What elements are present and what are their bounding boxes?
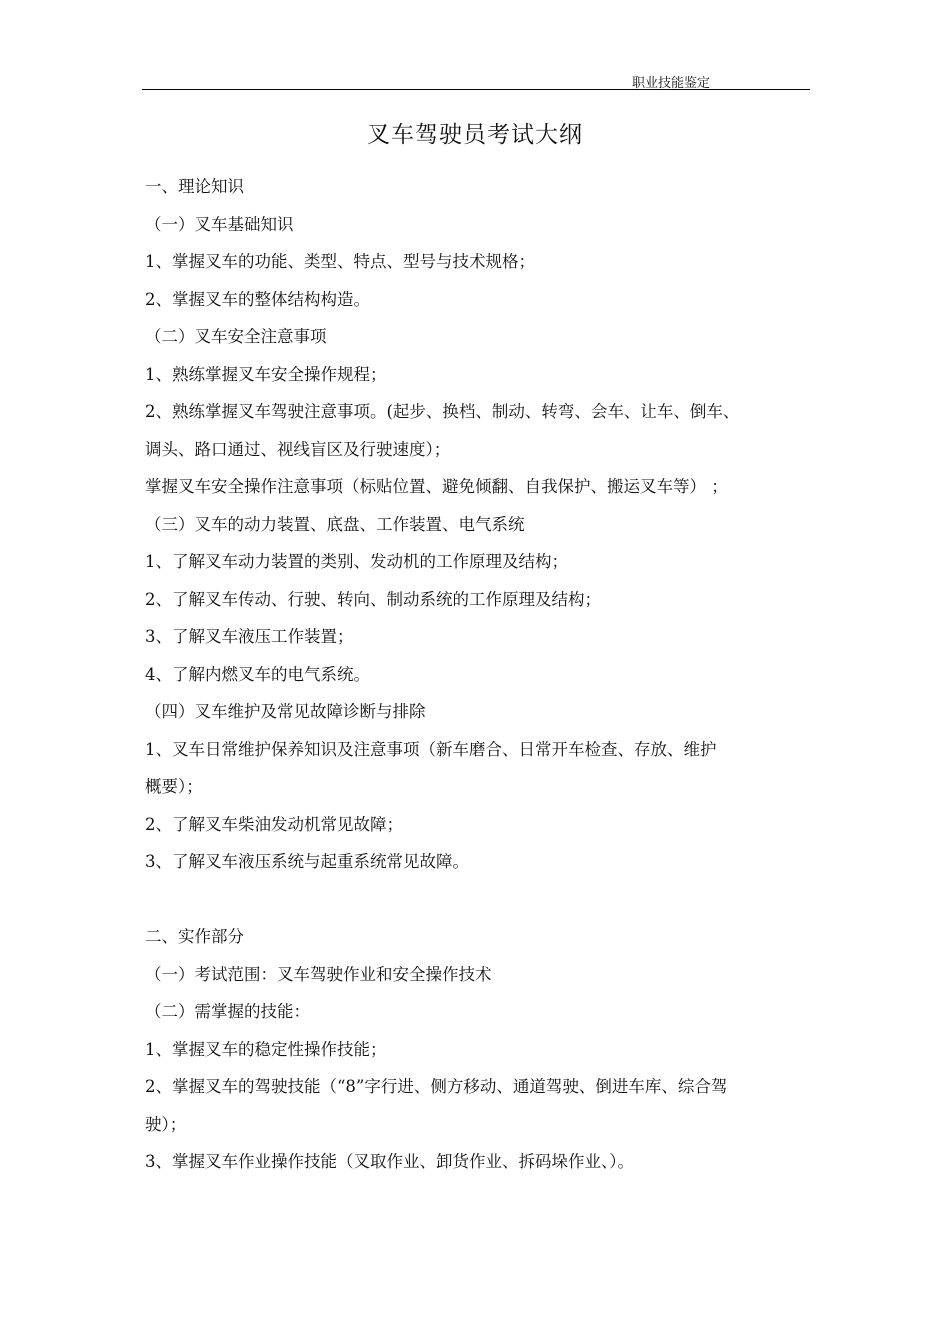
paragraph-line: 2、了解叉车传动、行驶、转向、制动系统的工作原理及结构；: [145, 589, 601, 609]
paragraph-line: 3、了解叉车液压工作装置；: [145, 627, 354, 646]
header-text: 职业技能鉴定: [632, 76, 711, 91]
subsection-heading: （四）叉车维护及常见故障诊断与排除: [145, 702, 426, 721]
paragraph-line: 概要）；: [145, 777, 203, 796]
paragraph-line: 1、熟练掌握叉车安全操作规程；: [145, 364, 387, 384]
paragraph-line: 驶）；: [145, 1114, 187, 1134]
subsection-heading: （三）叉车的动力装置、底盘、工作装置、电气系统: [145, 514, 525, 534]
paragraph-line: 3、了解叉车液压系统与起重系统常见故障。: [145, 852, 469, 871]
paragraph-line: 4、了解内燃叉车的电气系统。: [145, 664, 370, 684]
paragraph-line: 1、了解叉车动力装置的类别、发动机的工作原理及结构；: [145, 552, 568, 571]
paragraph-line: 掌握叉车安全操作注意事项（标贴位置、避免倾翻、自我保护、搬运叉车等） ；: [145, 477, 728, 496]
section-heading-practice: 二、实作部分: [145, 927, 244, 946]
paragraph-line: 调头、路口通过、视线盲区及行驶速度）；: [145, 439, 451, 459]
subsection-heading: （二）需掌握的技能：: [145, 1002, 310, 1021]
blank-line: [145, 881, 813, 919]
subsection-heading: （二）叉车安全注意事项: [145, 327, 327, 346]
paragraph-line: 1、掌握叉车的功能、类型、特点、型号与技术规格；: [145, 252, 535, 271]
paragraph-line: 3、掌握叉车作业操作技能（叉取作业、卸货作业、拆码垛作业、）。: [145, 1152, 634, 1171]
document-body: [145, 168, 813, 1181]
paragraph-line: 1、叉车日常维护保养知识及注意事项（新车磨合、日常开车检查、存放、维护: [145, 739, 717, 759]
document-title: 叉车驾驶员考试大纲: [367, 122, 583, 148]
subsection-heading: （一）叉车基础知识: [145, 214, 294, 234]
paragraph-line: 2、掌握叉车的整体结构构造。: [145, 289, 370, 309]
paragraph-line: 1、掌握叉车的稳定性操作技能；: [145, 1039, 387, 1059]
paragraph-line: 2、掌握叉车的驾驶技能（“8”字行进、侧方移动、通道驾驶、倒进车库、综合驾: [145, 1077, 728, 1096]
page-header: [142, 70, 810, 90]
paragraph-line: 2、熟练掌握叉车驾驶注意事项。(起步、换档、制动、转弯、会车、让车、倒车、: [145, 402, 740, 421]
paragraph-line: 2、了解叉车柴油发动机常见故障；: [145, 814, 403, 834]
section-heading-theory: 一、理论知识: [145, 177, 244, 196]
subsection-heading: （一）考试范围：叉车驾驶作业和安全操作技术: [145, 964, 492, 984]
